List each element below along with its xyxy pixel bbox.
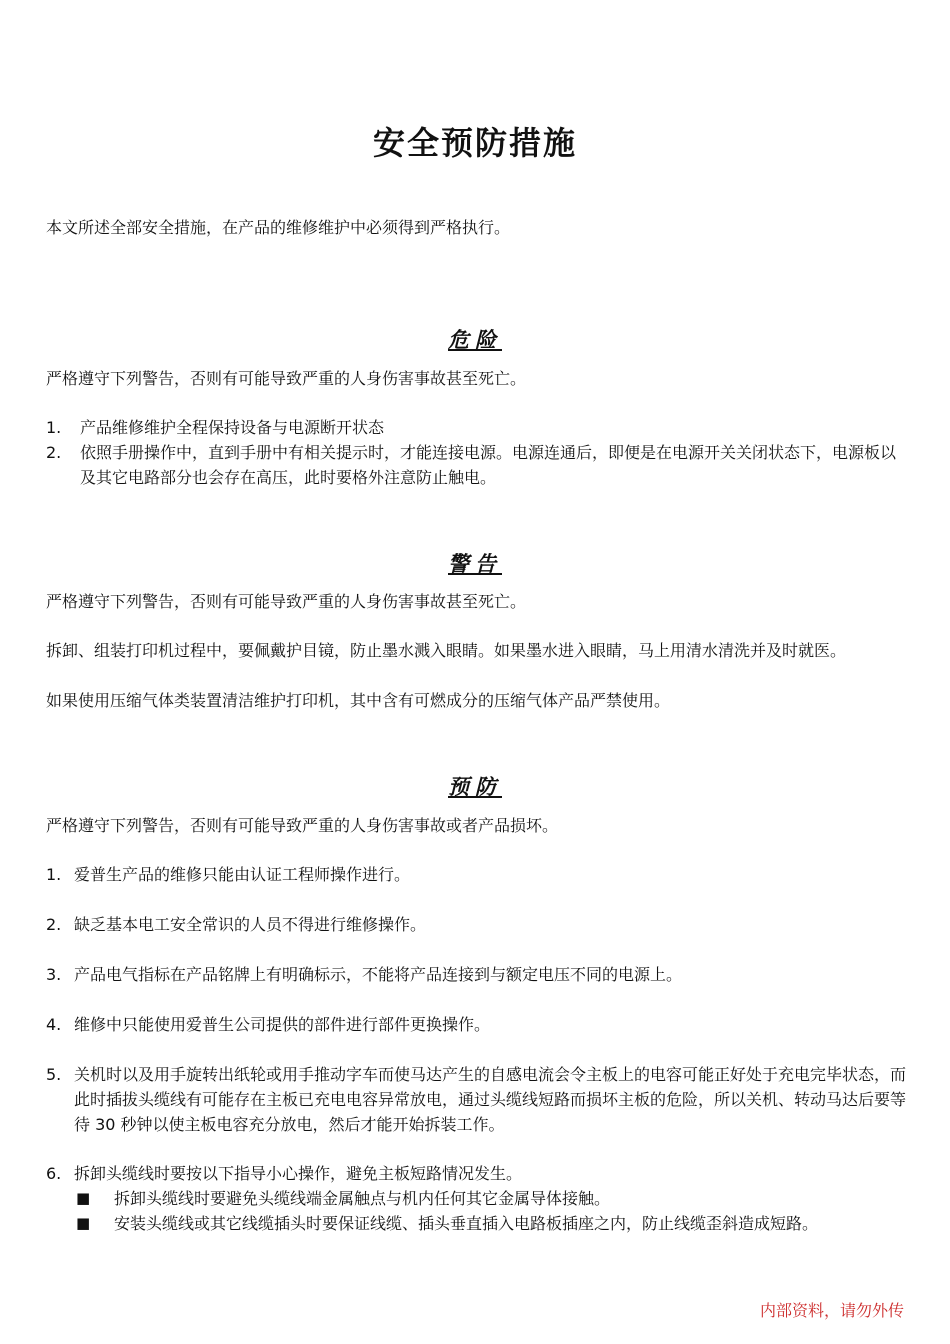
item-text: 产品维修维护全程保持设备与电源断开状态 bbox=[80, 418, 385, 437]
confidential-footer: 内部资料，请勿外传 bbox=[759, 1301, 904, 1320]
square-bullet-icon: ■ bbox=[76, 1189, 91, 1207]
item-number: 2. bbox=[46, 915, 62, 934]
bullet-text: 安装头缆线或其它线缆插头时要保证线缆、插头垂直插入电路板插座之内，防止线缆歪斜造成短路。 bbox=[114, 1214, 819, 1233]
danger-heading: 危险 bbox=[448, 328, 502, 352]
warning-paragraph-1: 拆卸、组装打印机过程中，要佩戴护目镜，防止墨水溅入眼睛。如果墨水进入眼睛，马上用清水清洗并及时就医。 bbox=[46, 641, 847, 660]
item-text: 维修中只能使用爱普生公司提供的部件进行部件更换操作。 bbox=[74, 1015, 491, 1034]
warning-heading: 警告 bbox=[448, 552, 502, 576]
item-number: 2. bbox=[46, 443, 62, 462]
item-number: 5. bbox=[46, 1065, 62, 1084]
prevention-lead: 严格遵守下列警告，否则有可能导致严重的人身伤害事故或者产品损坏。 bbox=[46, 816, 559, 835]
page-title: 安全预防措施 bbox=[372, 124, 577, 162]
item-number: 4. bbox=[46, 1015, 62, 1034]
warning-paragraph-2: 如果使用压缩气体类装置清洁维护打印机，其中含有可燃成分的压缩气体产品严禁使用。 bbox=[46, 691, 671, 710]
danger-lead: 严格遵守下列警告，否则有可能导致严重的人身伤害事故甚至死亡。 bbox=[46, 369, 527, 388]
prevention-heading: 预防 bbox=[448, 775, 502, 799]
intro-text: 本文所述全部安全措施，在产品的维修维护中必须得到严格执行。 bbox=[46, 218, 511, 237]
item-text: 拆卸头缆线时要按以下指导小心操作，避免主板短路情况发生。 bbox=[74, 1164, 523, 1183]
item-text: 关机时以及用手旋转出纸轮或用手推动字车而使马达产生的自感电流会令主板上的电容可能正好处于充电完毕状态，而此时插拔头缆线有可能存在主板已充电电容异常放电，通过头缆线短路而损坏主板的危险，所以关机、转动马达后要等待 30 秒钟以使主板电容充分放电，然后才能开始拆装工作。 bbox=[74, 1065, 907, 1134]
item-text: 依照手册操作中，直到手册中有相关提示时，才能连接电源。电源连通后，即便是在电源开关关闭状态下，电源板以及其它电路部分也会存在高压，此时要格外注意防止触电。 bbox=[80, 443, 897, 487]
bullet-text: 拆卸头缆线时要避免头缆线端金属触点与机内任何其它金属导体接触。 bbox=[114, 1189, 611, 1208]
item-number: 6. bbox=[46, 1164, 62, 1183]
item-number: 1. bbox=[46, 865, 62, 884]
warning-lead: 严格遵守下列警告，否则有可能导致严重的人身伤害事故甚至死亡。 bbox=[46, 592, 527, 611]
square-bullet-icon: ■ bbox=[76, 1214, 91, 1232]
item-text: 缺乏基本电工安全常识的人员不得进行维修操作。 bbox=[74, 915, 427, 934]
item-number: 3. bbox=[46, 965, 62, 984]
item-text: 爱普生产品的维修只能由认证工程师操作进行。 bbox=[74, 865, 411, 884]
item-text: 产品电气指标在产品铭牌上有明确标示，不能将产品连接到与额定电压不同的电源上。 bbox=[74, 965, 683, 984]
item-number: 1. bbox=[46, 418, 62, 437]
